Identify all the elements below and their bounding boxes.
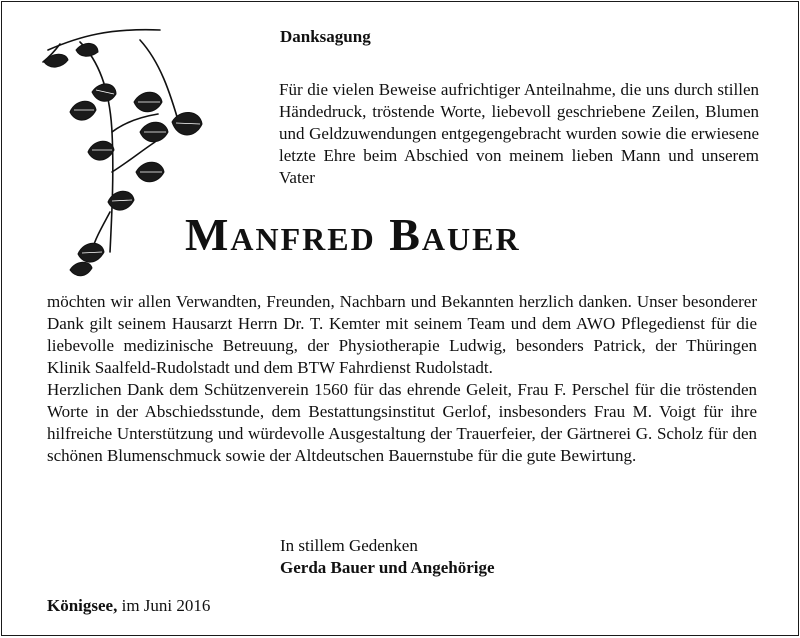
closing-line: In stillem Gedenken — [280, 536, 418, 555]
notice-heading: Danksagung — [280, 27, 371, 46]
place: Königsee, — [47, 596, 118, 615]
obituary-notice — [1, 1, 799, 636]
closing-block — [280, 535, 495, 579]
intro-text: Für die vielen Beweise aufrichtiger Anteilnahme, die uns durch stillen Händedruck, tröstende Worte, liebevoll geschriebene Zeilen, Blumen und Geldzuwendungen entgegengebracht wurden sowie die erwiesene letzte Ehre beim Abschied von meinem lieben Mann und unserem Vater — [279, 80, 759, 187]
deceased-name: Manfred Bauer — [185, 209, 521, 260]
thanks-paragraph: Herzlichen Dank dem Schützenverein 1560 für das ehrende Geleit, Frau F. Perschel für die tröstenden Worte in der Abschiedsstunde, dem Bestattungsinstitut Gerlof, insbesonders Frau M. Voigt für ihre hilfreiche Unterstützung und würdevolle Ausgestaltung der Trauerfeier, der Gärtnerei G. Scholz für den schönen Blumenschmuck sowie der Altdeutschen Bauernstube für die gute Bewirtung. — [47, 380, 757, 465]
thanks-paragraph: möchten wir allen Verwandten, Freunden, Nachbarn und Bekannten herzlich danken. Unser besonderer Dank gilt seinem Hausarzt Herrn Dr. T. Kemter mit seinem Team und dem AWO Pflegedienst für die liebevolle medizinische Betreuung, der Physiotherapie Ludwig, besonders Patrick, der Thüringen Klinik Saalfeld-Rudolstadt und dem BTW Fahrdienst Rudolstadt. — [47, 292, 757, 377]
thanks-body — [47, 291, 757, 467]
place-date-line — [47, 596, 210, 616]
date: im Juni 2016 — [121, 596, 211, 615]
signature: Gerda Bauer und Angehörige — [280, 558, 495, 577]
